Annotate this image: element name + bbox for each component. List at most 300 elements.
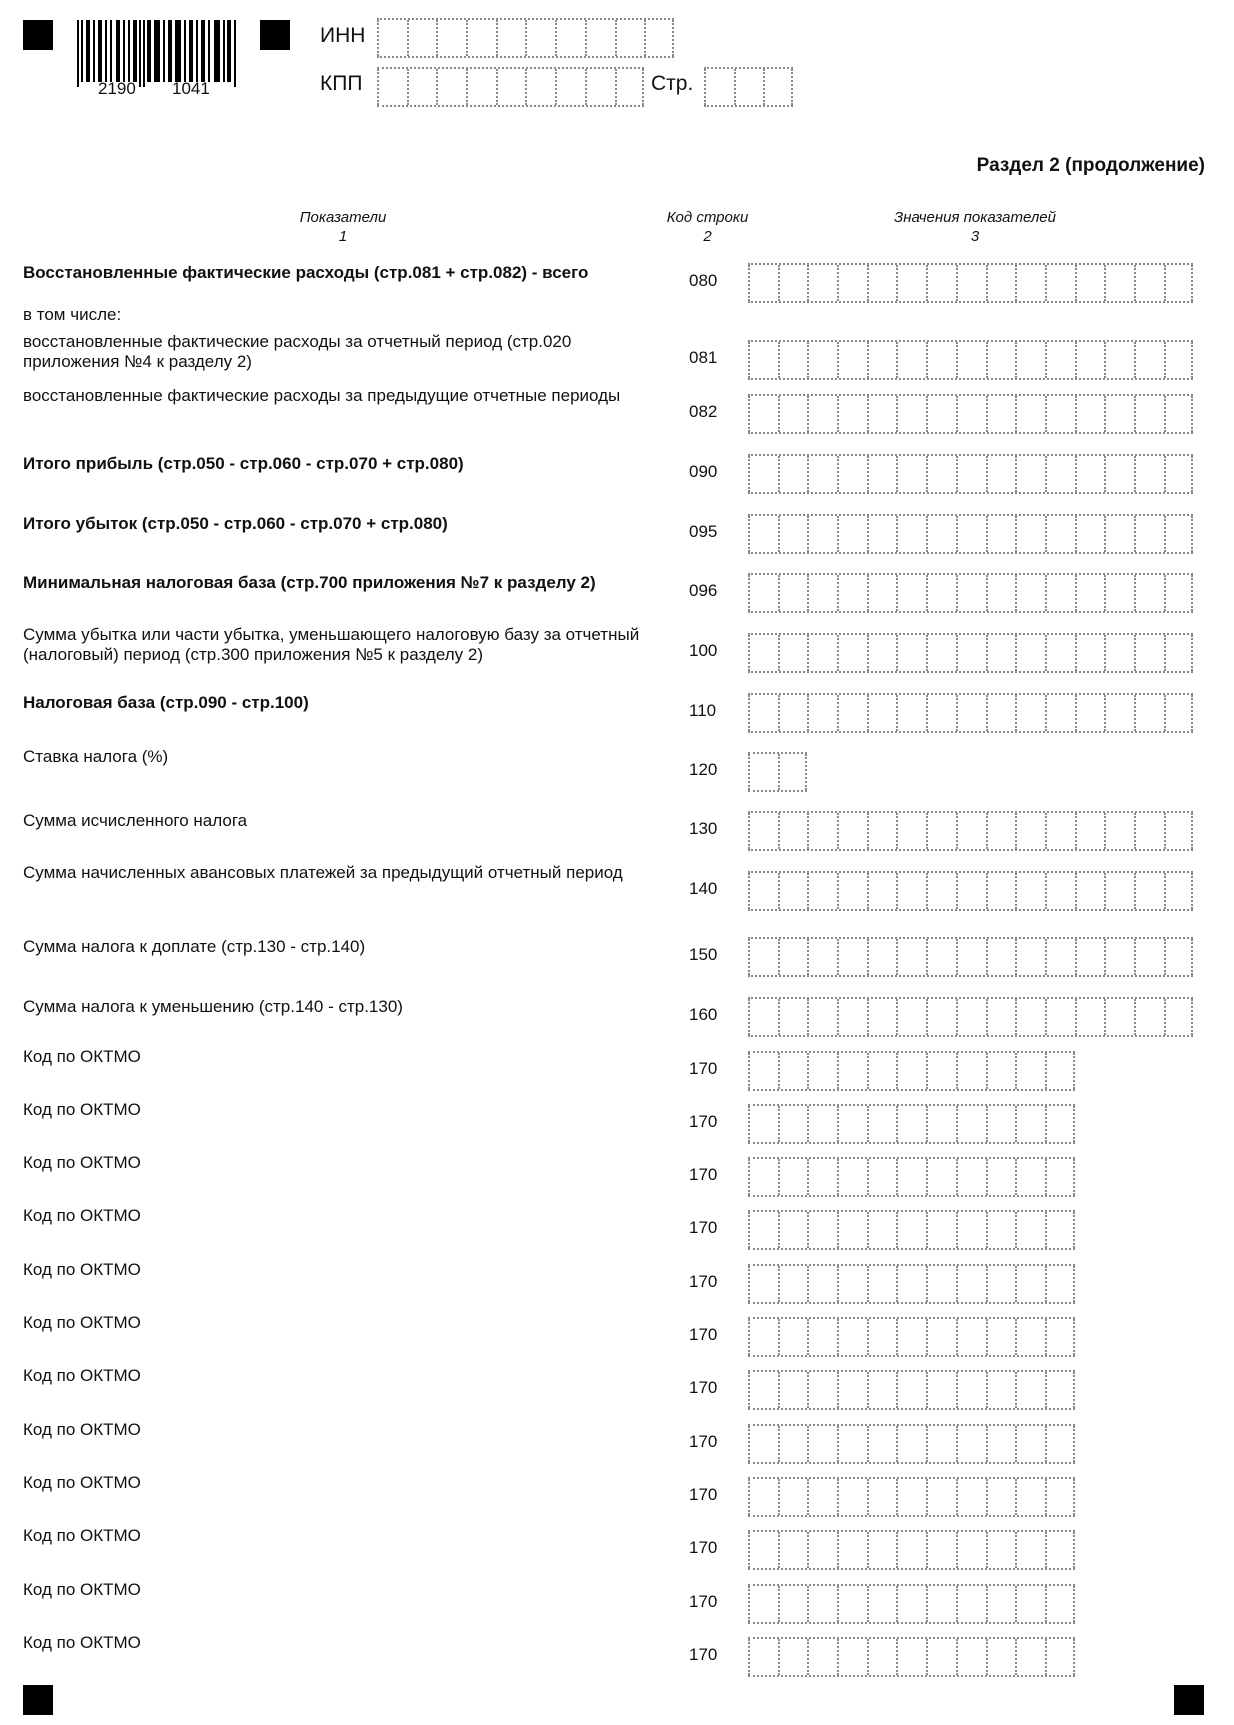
digit-cell[interactable]: [837, 939, 867, 975]
value-field-095[interactable]: [748, 514, 1193, 554]
digit-cell[interactable]: [778, 1159, 808, 1195]
digit-cell[interactable]: [748, 1266, 778, 1302]
digit-cell[interactable]: [837, 1266, 867, 1302]
digit-cell[interactable]: [867, 1159, 897, 1195]
digit-cell[interactable]: [1045, 1479, 1075, 1515]
digit-cell[interactable]: [807, 1586, 837, 1622]
digit-cell[interactable]: [896, 999, 926, 1035]
value-field-150[interactable]: [748, 937, 1193, 977]
digit-cell[interactable]: [986, 1426, 1016, 1462]
digit-cell[interactable]: [778, 1266, 808, 1302]
digit-cell[interactable]: [926, 1266, 956, 1302]
digit-cell[interactable]: [1015, 1532, 1045, 1568]
digit-cell[interactable]: [778, 1426, 808, 1462]
digit-cell[interactable]: [896, 695, 926, 731]
digit-cell[interactable]: [926, 1426, 956, 1462]
digit-cell[interactable]: [1134, 873, 1164, 909]
digit-cell[interactable]: [926, 1106, 956, 1142]
value-field-090[interactable]: [748, 454, 1193, 494]
digit-cell[interactable]: [1164, 999, 1194, 1035]
digit-cell[interactable]: [896, 1426, 926, 1462]
digit-cell[interactable]: [807, 1319, 837, 1355]
digit-cell[interactable]: [1075, 575, 1105, 611]
digit-cell[interactable]: [778, 1639, 808, 1675]
digit-cell[interactable]: [778, 939, 808, 975]
digit-cell[interactable]: [867, 1053, 897, 1089]
digit-cell[interactable]: [896, 1372, 926, 1408]
digit-cell[interactable]: [956, 1586, 986, 1622]
digit-cell[interactable]: [1015, 1372, 1045, 1408]
digit-cell[interactable]: [986, 1586, 1016, 1622]
digit-cell[interactable]: [986, 1266, 1016, 1302]
value-field-170[interactable]: [748, 1584, 1075, 1624]
digit-cell[interactable]: [986, 873, 1016, 909]
digit-cell[interactable]: [956, 516, 986, 552]
digit-cell[interactable]: [1075, 396, 1105, 432]
digit-cell[interactable]: [896, 265, 926, 301]
digit-cell[interactable]: [704, 69, 734, 105]
digit-cell[interactable]: [407, 69, 437, 105]
digit-cell[interactable]: [896, 1639, 926, 1675]
digit-cell[interactable]: [807, 695, 837, 731]
digit-cell[interactable]: [1045, 695, 1075, 731]
digit-cell[interactable]: [1075, 516, 1105, 552]
digit-cell[interactable]: [837, 813, 867, 849]
digit-cell[interactable]: [926, 1053, 956, 1089]
digit-cell[interactable]: [778, 516, 808, 552]
digit-cell[interactable]: [525, 20, 555, 56]
digit-cell[interactable]: [778, 1479, 808, 1515]
digit-cell[interactable]: [896, 1053, 926, 1089]
digit-cell[interactable]: [867, 396, 897, 432]
digit-cell[interactable]: [986, 813, 1016, 849]
digit-cell[interactable]: [778, 1532, 808, 1568]
digit-cell[interactable]: [926, 575, 956, 611]
digit-cell[interactable]: [1045, 813, 1075, 849]
digit-cell[interactable]: [748, 1319, 778, 1355]
digit-cell[interactable]: [896, 516, 926, 552]
page-number-field[interactable]: [704, 67, 793, 107]
digit-cell[interactable]: [1164, 873, 1194, 909]
digit-cell[interactable]: [986, 516, 1016, 552]
digit-cell[interactable]: [644, 20, 674, 56]
digit-cell[interactable]: [1015, 1319, 1045, 1355]
digit-cell[interactable]: [867, 999, 897, 1035]
digit-cell[interactable]: [585, 69, 615, 105]
digit-cell[interactable]: [896, 873, 926, 909]
digit-cell[interactable]: [1075, 635, 1105, 671]
digit-cell[interactable]: [867, 1372, 897, 1408]
digit-cell[interactable]: [1045, 1266, 1075, 1302]
digit-cell[interactable]: [867, 1319, 897, 1355]
digit-cell[interactable]: [837, 1479, 867, 1515]
digit-cell[interactable]: [807, 575, 837, 611]
digit-cell[interactable]: [748, 265, 778, 301]
digit-cell[interactable]: [1134, 695, 1164, 731]
digit-cell[interactable]: [867, 1532, 897, 1568]
digit-cell[interactable]: [407, 20, 437, 56]
digit-cell[interactable]: [1015, 939, 1045, 975]
digit-cell[interactable]: [986, 635, 1016, 671]
digit-cell[interactable]: [896, 1586, 926, 1622]
digit-cell[interactable]: [1134, 999, 1164, 1035]
digit-cell[interactable]: [778, 635, 808, 671]
digit-cell[interactable]: [867, 1586, 897, 1622]
digit-cell[interactable]: [1075, 265, 1105, 301]
digit-cell[interactable]: [1045, 342, 1075, 378]
digit-cell[interactable]: [867, 635, 897, 671]
digit-cell[interactable]: [926, 1639, 956, 1675]
digit-cell[interactable]: [896, 813, 926, 849]
digit-cell[interactable]: [807, 1532, 837, 1568]
digit-cell[interactable]: [778, 813, 808, 849]
digit-cell[interactable]: [926, 873, 956, 909]
digit-cell[interactable]: [1015, 635, 1045, 671]
digit-cell[interactable]: [867, 1426, 897, 1462]
digit-cell[interactable]: [1045, 1586, 1075, 1622]
digit-cell[interactable]: [748, 1372, 778, 1408]
digit-cell[interactable]: [1015, 1053, 1045, 1089]
digit-cell[interactable]: [1045, 1532, 1075, 1568]
digit-cell[interactable]: [436, 69, 466, 105]
digit-cell[interactable]: [956, 1479, 986, 1515]
digit-cell[interactable]: [1045, 1426, 1075, 1462]
digit-cell[interactable]: [778, 1372, 808, 1408]
digit-cell[interactable]: [778, 396, 808, 432]
digit-cell[interactable]: [867, 1212, 897, 1248]
digit-cell[interactable]: [1045, 1053, 1075, 1089]
digit-cell[interactable]: [986, 999, 1016, 1035]
digit-cell[interactable]: [837, 695, 867, 731]
digit-cell[interactable]: [1104, 516, 1134, 552]
digit-cell[interactable]: [1134, 516, 1164, 552]
digit-cell[interactable]: [1045, 516, 1075, 552]
digit-cell[interactable]: [837, 999, 867, 1035]
digit-cell[interactable]: [896, 1212, 926, 1248]
digit-cell[interactable]: [867, 516, 897, 552]
value-field-140[interactable]: [748, 871, 1193, 911]
digit-cell[interactable]: [1075, 873, 1105, 909]
digit-cell[interactable]: [986, 939, 1016, 975]
digit-cell[interactable]: [807, 1479, 837, 1515]
digit-cell[interactable]: [867, 939, 897, 975]
digit-cell[interactable]: [778, 342, 808, 378]
digit-cell[interactable]: [837, 1319, 867, 1355]
digit-cell[interactable]: [1015, 1106, 1045, 1142]
digit-cell[interactable]: [986, 456, 1016, 492]
digit-cell[interactable]: [837, 873, 867, 909]
digit-cell[interactable]: [986, 1319, 1016, 1355]
digit-cell[interactable]: [807, 939, 837, 975]
digit-cell[interactable]: [986, 1479, 1016, 1515]
value-field-170[interactable]: [748, 1051, 1075, 1091]
digit-cell[interactable]: [986, 695, 1016, 731]
digit-cell[interactable]: [956, 1532, 986, 1568]
digit-cell[interactable]: [1164, 396, 1194, 432]
value-field-170[interactable]: [748, 1317, 1075, 1357]
digit-cell[interactable]: [748, 873, 778, 909]
digit-cell[interactable]: [748, 813, 778, 849]
value-field-170[interactable]: [748, 1157, 1075, 1197]
value-field-170[interactable]: [748, 1104, 1075, 1144]
digit-cell[interactable]: [956, 1159, 986, 1195]
digit-cell[interactable]: [748, 456, 778, 492]
digit-cell[interactable]: [986, 265, 1016, 301]
digit-cell[interactable]: [837, 1372, 867, 1408]
digit-cell[interactable]: [837, 1106, 867, 1142]
digit-cell[interactable]: [986, 575, 1016, 611]
digit-cell[interactable]: [986, 1372, 1016, 1408]
value-field-170[interactable]: [748, 1264, 1075, 1304]
digit-cell[interactable]: [748, 1586, 778, 1622]
digit-cell[interactable]: [956, 1639, 986, 1675]
digit-cell[interactable]: [778, 1319, 808, 1355]
digit-cell[interactable]: [837, 575, 867, 611]
digit-cell[interactable]: [896, 635, 926, 671]
digit-cell[interactable]: [926, 342, 956, 378]
digit-cell[interactable]: [748, 1053, 778, 1089]
digit-cell[interactable]: [496, 20, 526, 56]
digit-cell[interactable]: [956, 695, 986, 731]
digit-cell[interactable]: [1104, 456, 1134, 492]
digit-cell[interactable]: [867, 873, 897, 909]
digit-cell[interactable]: [807, 342, 837, 378]
digit-cell[interactable]: [926, 1319, 956, 1355]
digit-cell[interactable]: [555, 69, 585, 105]
digit-cell[interactable]: [1015, 396, 1045, 432]
inn-field[interactable]: [377, 18, 674, 58]
digit-cell[interactable]: [1015, 575, 1045, 611]
digit-cell[interactable]: [615, 20, 645, 56]
digit-cell[interactable]: [778, 265, 808, 301]
value-field-110[interactable]: [748, 693, 1193, 733]
digit-cell[interactable]: [896, 1479, 926, 1515]
digit-cell[interactable]: [1045, 999, 1075, 1035]
digit-cell[interactable]: [1164, 635, 1194, 671]
digit-cell[interactable]: [807, 635, 837, 671]
digit-cell[interactable]: [1015, 695, 1045, 731]
digit-cell[interactable]: [1104, 635, 1134, 671]
digit-cell[interactable]: [926, 999, 956, 1035]
digit-cell[interactable]: [896, 1106, 926, 1142]
digit-cell[interactable]: [1015, 1479, 1045, 1515]
digit-cell[interactable]: [1134, 635, 1164, 671]
digit-cell[interactable]: [1045, 635, 1075, 671]
digit-cell[interactable]: [837, 265, 867, 301]
digit-cell[interactable]: [807, 1106, 837, 1142]
digit-cell[interactable]: [896, 342, 926, 378]
digit-cell[interactable]: [837, 1532, 867, 1568]
digit-cell[interactable]: [1134, 265, 1164, 301]
digit-cell[interactable]: [956, 1212, 986, 1248]
digit-cell[interactable]: [837, 1053, 867, 1089]
value-field-096[interactable]: [748, 573, 1193, 613]
digit-cell[interactable]: [1015, 516, 1045, 552]
digit-cell[interactable]: [837, 456, 867, 492]
digit-cell[interactable]: [867, 1479, 897, 1515]
digit-cell[interactable]: [926, 1479, 956, 1515]
value-field-082[interactable]: [748, 394, 1193, 434]
digit-cell[interactable]: [748, 695, 778, 731]
digit-cell[interactable]: [1075, 813, 1105, 849]
digit-cell[interactable]: [956, 265, 986, 301]
digit-cell[interactable]: [867, 1266, 897, 1302]
digit-cell[interactable]: [926, 265, 956, 301]
digit-cell[interactable]: [926, 1532, 956, 1568]
digit-cell[interactable]: [778, 456, 808, 492]
digit-cell[interactable]: [1015, 1639, 1045, 1675]
digit-cell[interactable]: [837, 635, 867, 671]
digit-cell[interactable]: [807, 873, 837, 909]
digit-cell[interactable]: [837, 1159, 867, 1195]
digit-cell[interactable]: [1075, 342, 1105, 378]
digit-cell[interactable]: [778, 1586, 808, 1622]
digit-cell[interactable]: [896, 939, 926, 975]
value-field-130[interactable]: [748, 811, 1193, 851]
digit-cell[interactable]: [748, 754, 778, 790]
digit-cell[interactable]: [748, 1479, 778, 1515]
digit-cell[interactable]: [466, 69, 496, 105]
value-field-100[interactable]: [748, 633, 1193, 673]
digit-cell[interactable]: [1045, 456, 1075, 492]
digit-cell[interactable]: [466, 20, 496, 56]
digit-cell[interactable]: [1134, 342, 1164, 378]
digit-cell[interactable]: [1104, 999, 1134, 1035]
digit-cell[interactable]: [986, 1106, 1016, 1142]
digit-cell[interactable]: [986, 1639, 1016, 1675]
digit-cell[interactable]: [1164, 939, 1194, 975]
digit-cell[interactable]: [1164, 456, 1194, 492]
digit-cell[interactable]: [1104, 813, 1134, 849]
digit-cell[interactable]: [377, 20, 407, 56]
digit-cell[interactable]: [748, 1639, 778, 1675]
digit-cell[interactable]: [807, 396, 837, 432]
digit-cell[interactable]: [1104, 265, 1134, 301]
digit-cell[interactable]: [1164, 695, 1194, 731]
value-field-080[interactable]: [748, 263, 1193, 303]
digit-cell[interactable]: [926, 695, 956, 731]
digit-cell[interactable]: [1045, 1212, 1075, 1248]
digit-cell[interactable]: [1134, 939, 1164, 975]
digit-cell[interactable]: [926, 516, 956, 552]
digit-cell[interactable]: [555, 20, 585, 56]
digit-cell[interactable]: [1045, 396, 1075, 432]
digit-cell[interactable]: [1104, 695, 1134, 731]
digit-cell[interactable]: [748, 1106, 778, 1142]
digit-cell[interactable]: [896, 396, 926, 432]
digit-cell[interactable]: [1134, 813, 1164, 849]
digit-cell[interactable]: [837, 1639, 867, 1675]
digit-cell[interactable]: [807, 813, 837, 849]
digit-cell[interactable]: [986, 1159, 1016, 1195]
digit-cell[interactable]: [956, 999, 986, 1035]
digit-cell[interactable]: [896, 575, 926, 611]
digit-cell[interactable]: [748, 396, 778, 432]
digit-cell[interactable]: [734, 69, 764, 105]
digit-cell[interactable]: [748, 635, 778, 671]
kpp-field[interactable]: [377, 67, 644, 107]
digit-cell[interactable]: [896, 1266, 926, 1302]
digit-cell[interactable]: [778, 1053, 808, 1089]
digit-cell[interactable]: [956, 873, 986, 909]
digit-cell[interactable]: [956, 396, 986, 432]
digit-cell[interactable]: [956, 1106, 986, 1142]
digit-cell[interactable]: [807, 1639, 837, 1675]
digit-cell[interactable]: [778, 695, 808, 731]
digit-cell[interactable]: [807, 456, 837, 492]
digit-cell[interactable]: [896, 1159, 926, 1195]
digit-cell[interactable]: [778, 873, 808, 909]
digit-cell[interactable]: [1015, 1212, 1045, 1248]
digit-cell[interactable]: [1015, 1586, 1045, 1622]
digit-cell[interactable]: [1015, 873, 1045, 909]
digit-cell[interactable]: [807, 516, 837, 552]
digit-cell[interactable]: [986, 342, 1016, 378]
digit-cell[interactable]: [748, 1426, 778, 1462]
digit-cell[interactable]: [748, 342, 778, 378]
digit-cell[interactable]: [807, 1426, 837, 1462]
digit-cell[interactable]: [807, 1212, 837, 1248]
digit-cell[interactable]: [1015, 342, 1045, 378]
digit-cell[interactable]: [837, 396, 867, 432]
digit-cell[interactable]: [867, 265, 897, 301]
digit-cell[interactable]: [956, 813, 986, 849]
digit-cell[interactable]: [1134, 396, 1164, 432]
digit-cell[interactable]: [1045, 265, 1075, 301]
digit-cell[interactable]: [1104, 396, 1134, 432]
digit-cell[interactable]: [837, 516, 867, 552]
digit-cell[interactable]: [867, 695, 897, 731]
value-field-160[interactable]: [748, 997, 1193, 1037]
digit-cell[interactable]: [956, 635, 986, 671]
digit-cell[interactable]: [867, 575, 897, 611]
digit-cell[interactable]: [748, 516, 778, 552]
digit-cell[interactable]: [986, 1532, 1016, 1568]
digit-cell[interactable]: [1045, 1319, 1075, 1355]
digit-cell[interactable]: [748, 1532, 778, 1568]
digit-cell[interactable]: [926, 396, 956, 432]
digit-cell[interactable]: [807, 1159, 837, 1195]
digit-cell[interactable]: [986, 396, 1016, 432]
digit-cell[interactable]: [807, 1053, 837, 1089]
digit-cell[interactable]: [1134, 575, 1164, 611]
digit-cell[interactable]: [956, 939, 986, 975]
digit-cell[interactable]: [1164, 813, 1194, 849]
digit-cell[interactable]: [778, 754, 808, 790]
digit-cell[interactable]: [377, 69, 407, 105]
digit-cell[interactable]: [807, 1372, 837, 1408]
digit-cell[interactable]: [926, 1159, 956, 1195]
digit-cell[interactable]: [1015, 456, 1045, 492]
digit-cell[interactable]: [956, 575, 986, 611]
digit-cell[interactable]: [1104, 873, 1134, 909]
digit-cell[interactable]: [1015, 1426, 1045, 1462]
digit-cell[interactable]: [956, 1372, 986, 1408]
digit-cell[interactable]: [896, 1319, 926, 1355]
digit-cell[interactable]: [1045, 575, 1075, 611]
value-field-120[interactable]: [748, 752, 807, 792]
digit-cell[interactable]: [807, 1266, 837, 1302]
digit-cell[interactable]: [1075, 939, 1105, 975]
digit-cell[interactable]: [748, 1212, 778, 1248]
digit-cell[interactable]: [615, 69, 645, 105]
digit-cell[interactable]: [763, 69, 793, 105]
digit-cell[interactable]: [1015, 265, 1045, 301]
digit-cell[interactable]: [956, 342, 986, 378]
digit-cell[interactable]: [436, 20, 466, 56]
digit-cell[interactable]: [1075, 999, 1105, 1035]
digit-cell[interactable]: [807, 999, 837, 1035]
